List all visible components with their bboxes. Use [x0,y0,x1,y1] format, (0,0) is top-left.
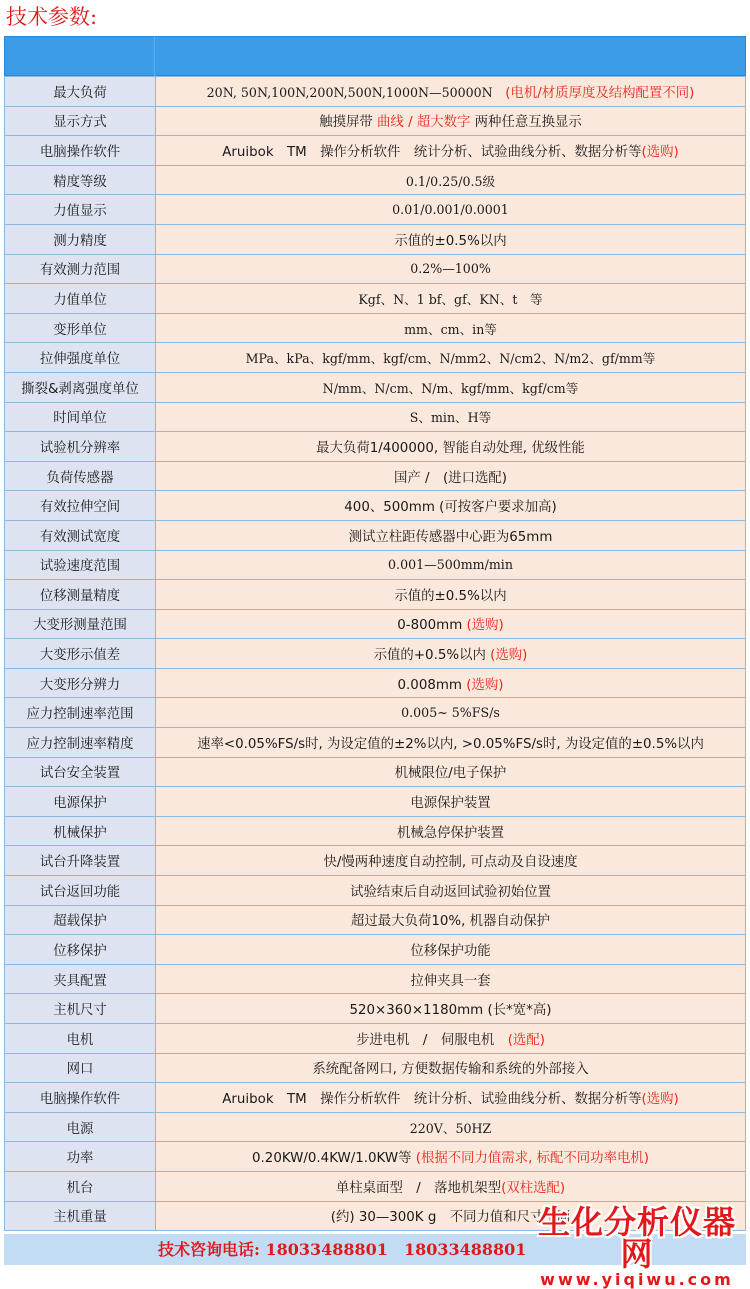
param-value [156,402,746,432]
value-text: 最大负荷1/400000, 智能自动处理, 优级性能 [316,440,585,456]
table-row [5,106,746,136]
value-text: Aruibok TM 操作分析软件 统计分析、试验曲线分析、数据分析等 [222,1091,642,1107]
param-value [156,816,746,846]
value-text: mm、cm、in等 [404,321,497,337]
param-value [156,165,746,195]
param-label: 力值显示 [5,195,156,225]
value-text: 步进电机 / 伺服电机 [355,1032,508,1048]
table-row [5,609,746,639]
value-text: (约) 30—300K g 不同力值和尺寸不同 [330,1210,584,1226]
param-label: 网口 [5,1053,156,1083]
value-note: (选购) [641,144,679,160]
value-note: (选购) [490,648,528,664]
value-text: 系统配备网口, 方便数据传输和系统的外部接入 [312,1062,589,1078]
param-label: 大变形分辨力 [5,668,156,698]
param-label: 主机重量 [5,1201,156,1231]
value-text: 400、500mm (可按客户要求加高) [344,500,557,516]
param-value [156,372,746,402]
table-row [5,905,746,935]
param-value [156,994,746,1024]
table-row [5,1112,746,1142]
table-row [5,698,746,728]
value-text: S、min、H等 [409,410,492,426]
param-label: 机械保护 [5,816,156,846]
param-label: 精度等级 [5,165,156,195]
param-value [156,905,746,935]
value-text: 0.20KW/0.4KW/1.0KW等 [252,1151,416,1167]
value-text: 快/慢两种速度自动控制, 可点动及自设速度 [323,855,578,871]
param-label: 试验机分辨率 [5,432,156,462]
param-label: 位移测量精度 [5,580,156,610]
param-label: 大变形示值差 [5,639,156,669]
table-row [5,432,746,462]
param-value [156,491,746,521]
param-label: 电机 [5,1024,156,1054]
value-text: 两种任意互换显示 [470,115,582,131]
value-note: (选购) [641,1091,679,1107]
value-text: 国产 / (进口选配) [394,470,507,486]
param-label: 功率 [5,1142,156,1172]
table-row [5,1142,746,1172]
watermark-url: www.yiqiwu.com [540,1270,734,1289]
table-row [5,580,746,610]
param-value [156,1024,746,1054]
param-value [156,106,746,136]
table-row [5,964,746,994]
param-label: 应力控制速率范围 [5,698,156,728]
spec-table [4,76,746,1231]
value-note: (选购) [466,618,504,634]
param-label: 夹具配置 [5,964,156,994]
value-text: Kgf、N、1 bf、gf、KN、t 等 [358,291,543,307]
page-title: 技术参数: [6,5,98,29]
value-text: 试验结束后自动返回试验初始位置 [350,884,551,900]
param-value [156,1171,746,1201]
table-row [5,816,746,846]
param-label: 机台 [5,1171,156,1201]
table-row [5,639,746,669]
param-value [156,698,746,728]
param-label: 超载保护 [5,905,156,935]
param-value [156,343,746,373]
param-label: 负荷传感器 [5,461,156,491]
param-label: 撕裂&剥离强度单位 [5,372,156,402]
param-label: 最大负荷 [5,77,156,107]
table-row [5,254,746,284]
param-label: 电脑操作软件 [5,136,156,166]
table-row [5,313,746,343]
value-note: (选购) [466,677,504,693]
param-value [156,461,746,491]
param-value [156,224,746,254]
value-text: 220V、50HZ [409,1120,492,1136]
param-value [156,520,746,550]
param-label: 试验速度范围 [5,550,156,580]
param-value [156,1053,746,1083]
value-note: 曲线 / 超大数字 [377,115,471,131]
table-row [5,728,746,758]
table-header-bar [4,36,746,76]
table-row [5,402,746,432]
param-label: 拉伸强度单位 [5,343,156,373]
spec-table-body [5,77,746,1231]
value-text: 20N, 50N,100N,200N,500N,1000N—50000N [206,84,506,100]
value-text: 0.1/0.25/0.5级 [405,173,496,189]
param-value [156,639,746,669]
table-row [5,372,746,402]
value-text: 0-800mm [397,618,467,634]
param-label: 时间单位 [5,402,156,432]
param-label: 有效测力范围 [5,254,156,284]
param-value [156,668,746,698]
param-value [156,935,746,965]
param-label: 电源 [5,1112,156,1142]
param-value [156,432,746,462]
value-text: 0.005~ 5%FS/s [401,704,500,720]
value-text: 机械急停保护装置 [396,825,505,841]
value-text: 超过最大负荷10%, 机器自动保护 [351,914,550,930]
param-value [156,195,746,225]
param-value [156,1083,746,1113]
table-row [5,284,746,314]
param-value [156,284,746,314]
table-row [5,136,746,166]
value-text: 0.008mm [397,677,467,693]
param-value [156,1112,746,1142]
contact-phone: 技术咨询电话: 18033488801 18033488801 [158,1240,527,1259]
param-label: 试台安全装置 [5,757,156,787]
table-row [5,491,746,521]
value-text: 示值的±0.5%以内 [394,233,507,249]
param-value [156,876,746,906]
value-text: 触摸屏带 [319,115,378,131]
table-row [5,994,746,1024]
value-text: 0.01/0.001/0.0001 [392,201,509,217]
param-label: 试台返回功能 [5,876,156,906]
value-text: 示值的±0.5%以内 [394,588,507,604]
param-value [156,550,746,580]
param-value [156,1142,746,1172]
table-row [5,1024,746,1054]
param-value [156,254,746,284]
header-divider [154,36,155,76]
value-text: 电源保护装置 [410,796,491,812]
param-value [156,313,746,343]
table-row [5,787,746,817]
table-row [5,935,746,965]
table-row [5,343,746,373]
table-row [5,77,746,107]
param-label: 主机尺寸 [5,994,156,1024]
table-row [5,165,746,195]
value-text: 0.001—500mm/min [388,556,513,572]
param-value [156,757,746,787]
watermark-name: 生化分析仪器网 [537,1203,736,1273]
watermark-logo [532,1203,742,1289]
table-row [5,876,746,906]
param-label: 电源保护 [5,787,156,817]
value-text: 示值的+0.5%以内 [373,648,491,664]
param-value [156,77,746,107]
table-row [5,757,746,787]
value-note: (电机/材质厚度及结构配置不同) [505,85,695,101]
param-value [156,846,746,876]
param-value [156,609,746,639]
value-text: Aruibok TM 操作分析软件 统计分析、试验曲线分析、数据分析等 [222,144,642,160]
param-label: 电脑操作软件 [5,1083,156,1113]
value-text: 单柱桌面型 / 落地机架型 [335,1180,502,1196]
table-row [5,550,746,580]
param-label: 大变形测量范围 [5,609,156,639]
param-value [156,728,746,758]
param-value [156,787,746,817]
table-row [5,1053,746,1083]
value-text: 位移保护功能 [410,944,491,960]
value-note: (双柱选配) [501,1180,566,1196]
value-note: (根据不同力值需求, 标配不同功率电机) [415,1151,649,1167]
param-label: 有效测试宽度 [5,520,156,550]
table-row [5,668,746,698]
value-text: 速率<0.05%FS/s时, 为设定值的±2%以内, >0.05%FS/s时, 为设定值的±0.5%以内 [197,736,704,752]
param-value [156,580,746,610]
table-row [5,224,746,254]
param-label: 有效拉伸空间 [5,491,156,521]
param-label: 测力精度 [5,224,156,254]
value-text: 0.2%—100% [410,260,491,276]
table-row [5,195,746,225]
value-text: 拉伸夹具一套 [410,973,491,989]
value-note: (选配) [507,1032,546,1048]
param-label: 试台升降装置 [5,846,156,876]
value-text: 机械限位/电子保护 [394,766,507,782]
param-label: 变形单位 [5,313,156,343]
table-row [5,1171,746,1201]
param-label: 力值单位 [5,284,156,314]
table-row [5,1083,746,1113]
value-text: 520×360×1180mm (长*宽*高) [349,1003,552,1019]
table-row [5,461,746,491]
param-label: 位移保护 [5,935,156,965]
param-label: 应力控制速率精度 [5,728,156,758]
table-row [5,520,746,550]
value-text: MPa、kPa、kgf/mm、kgf/cm、N/mm2、N/cm2、N/m2、gf/mm等 [245,351,656,367]
param-value [156,136,746,166]
table-row [5,846,746,876]
param-label: 显示方式 [5,106,156,136]
value-text: N/mm、N/cm、N/m、kgf/mm、kgf/cm等 [322,380,579,396]
value-text: 测试立柱距传感器中心距为65mm [348,529,553,545]
param-value [156,964,746,994]
